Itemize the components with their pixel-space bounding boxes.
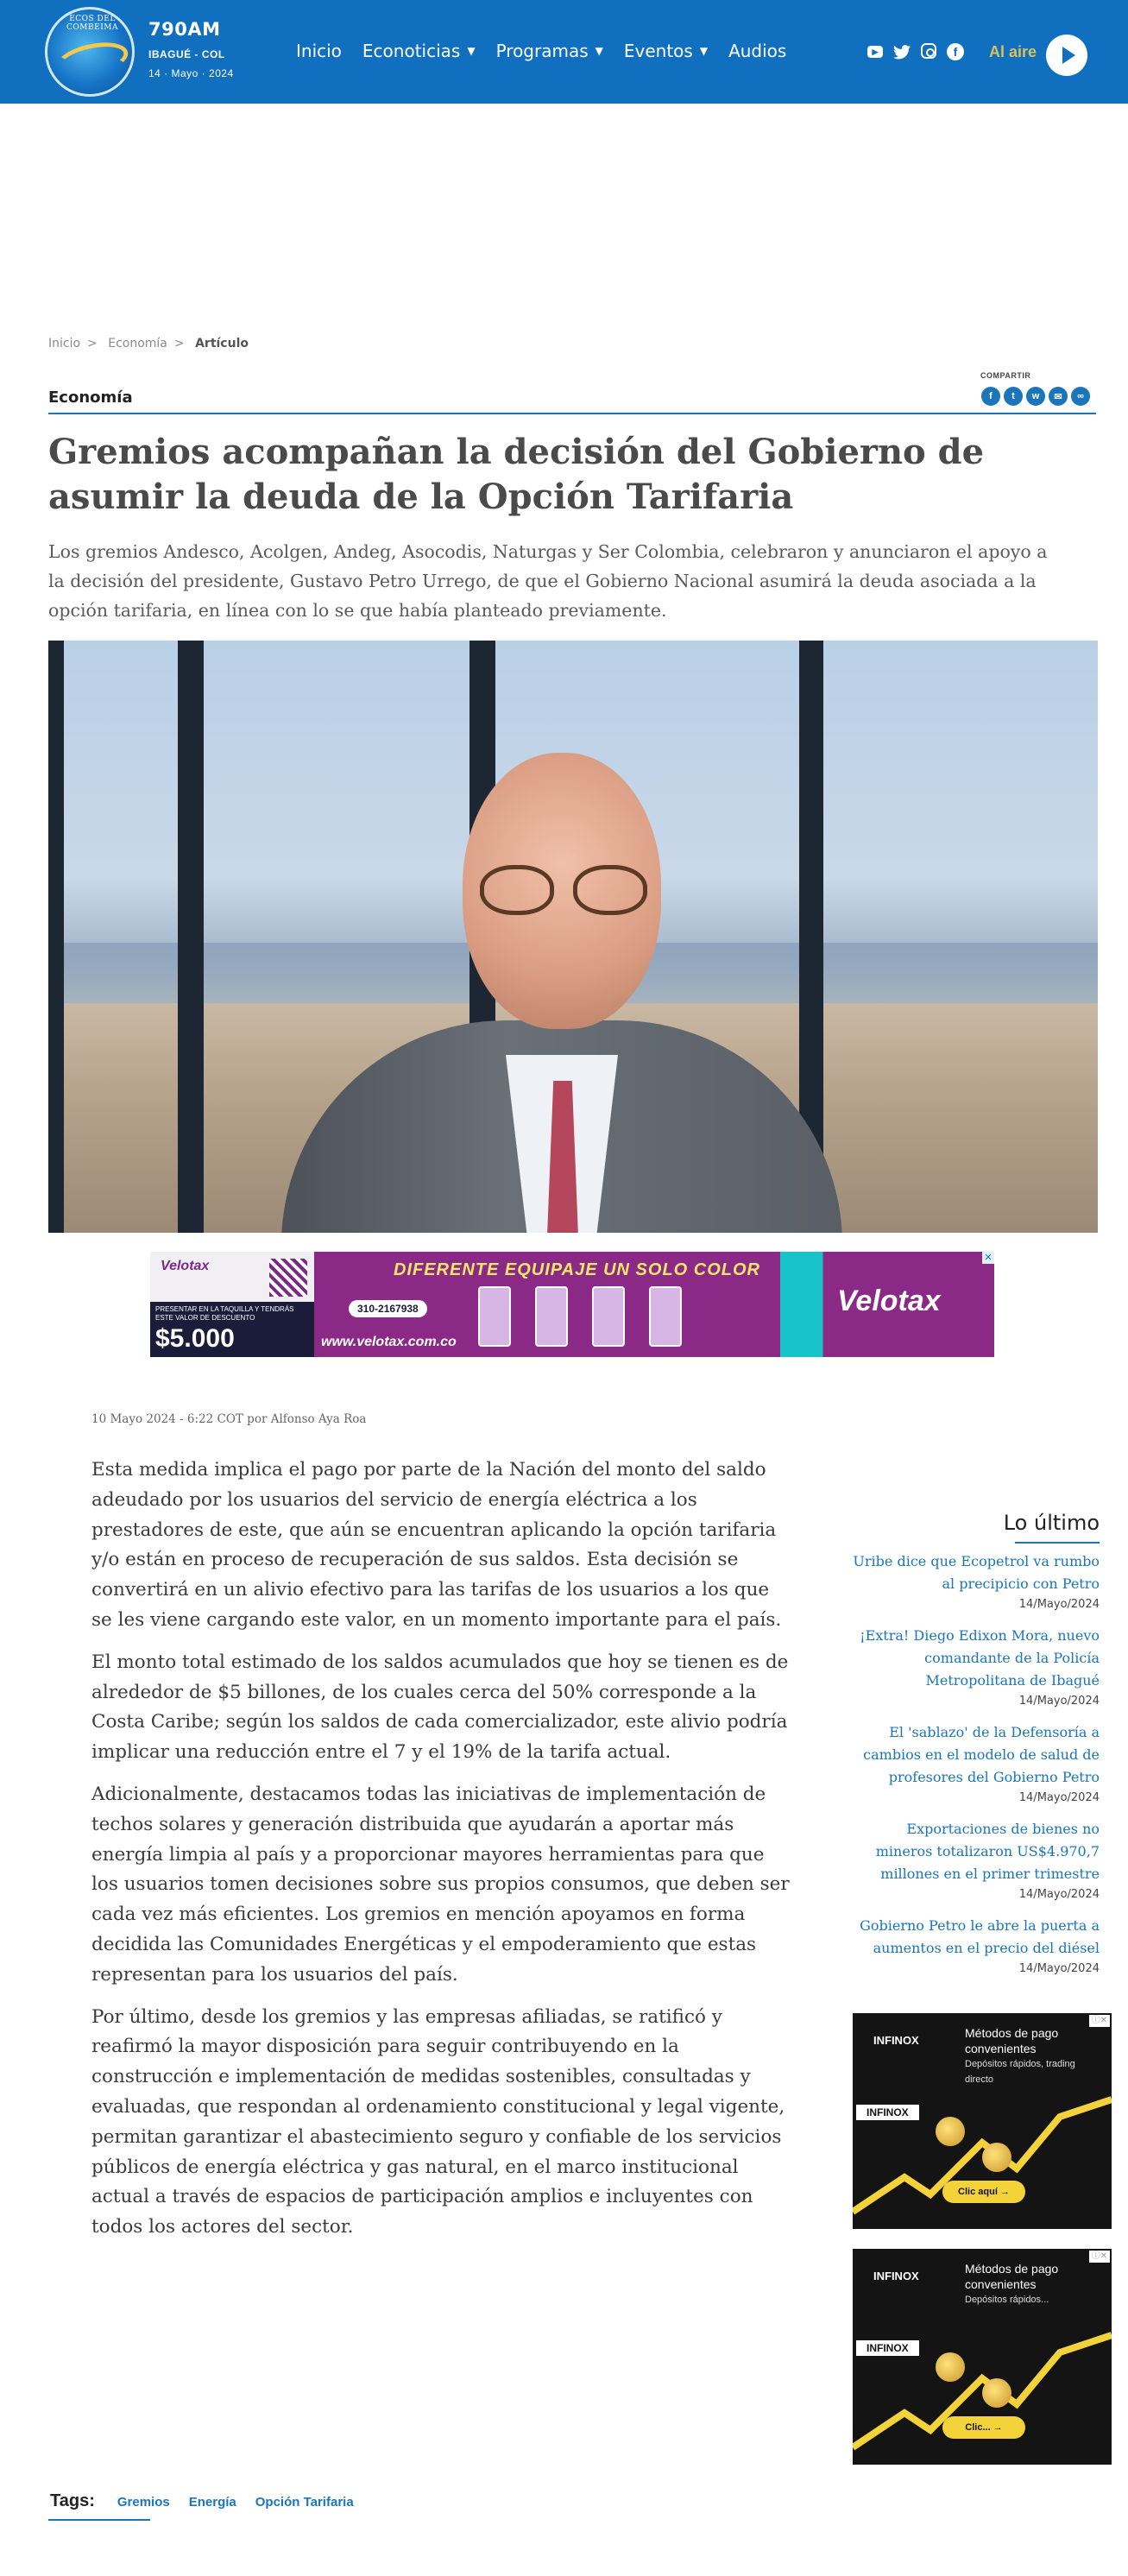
tag-link[interactable]: Opción Tarifaria <box>255 2495 354 2510</box>
latest-news-link[interactable]: Exportaciones de bienes no mineros totalizaron US$4.970,7 millones en el primer trimestre <box>875 1821 1100 1882</box>
latest-news-link[interactable]: Uribe dice que Ecopetrol va rumbo al precipicio con Petro <box>853 1553 1100 1592</box>
nav-item-label: Eventos <box>623 41 693 61</box>
latest-news-item <box>846 1625 1100 1711</box>
infinox-ad[interactable] <box>853 2249 1112 2465</box>
nav-item-programas[interactable] <box>496 41 603 61</box>
share-link-icon[interactable]: ∞ <box>1071 387 1090 406</box>
banner-website: www.velotax.com.co <box>321 1335 457 1349</box>
station-info <box>148 19 234 79</box>
play-live-button[interactable] <box>1046 35 1087 76</box>
chevron-down-icon: ▼ <box>467 45 476 57</box>
ad-subtext: Depósitos rápidos, trading directo <box>965 2059 1075 2085</box>
qr-code-icon <box>269 1259 307 1297</box>
article-paragraph: El monto total estimado de los saldos acumulados que hoy se tienen es de alrededor de $5 billones, de los cuales cerca del 50% corresponde a la Costa Caribe; según los saldos de cada comercializador, este alivio podría implicar una reducción entre el 7 y el 19% de la tarifa actual. <box>91 1651 789 1764</box>
tag-link[interactable]: Energía <box>188 2495 236 2510</box>
article-tags <box>50 2491 373 2511</box>
ad-cta-button[interactable]: Clic aquí → <box>942 2181 1025 2203</box>
latest-news-link[interactable]: Gobierno Petro le abre la puerta a aumentos en el precio del diésel <box>860 1917 1100 1956</box>
coin-image <box>936 2352 965 2382</box>
article-main-photo <box>48 641 1098 1233</box>
article-category[interactable]: Economía <box>48 388 133 407</box>
share-whatsapp-icon[interactable]: w <box>1026 387 1045 406</box>
breadcrumb-item-economia[interactable]: Economía <box>108 337 167 350</box>
banner-phone: 310-2167938 <box>349 1300 427 1317</box>
latest-news-item <box>846 1550 1100 1614</box>
sidebar-title-underline <box>1015 1542 1100 1544</box>
latest-news-item <box>846 1915 1100 1979</box>
ad-copy <box>965 2261 1094 2308</box>
photo-window-frame <box>48 641 64 1233</box>
site-header <box>0 0 1128 104</box>
banner-amount: $5.000 <box>155 1324 235 1353</box>
latest-news-date: 14/Mayo/2024 <box>1018 1598 1100 1611</box>
article-paragraph: Por último, desde los gremios y las empresas afiliadas, se ratificó y reafirmó la mayor disposición para seguir contribuyendo en la construcción e implementación de medidas sostenibles, consultadas y evaluadas, que respondan al ordenamiento constitucional y legal vigente, permitan garantizar el abastecimiento seguro y confiable de los servicios públicos de energía eléctrica y gas natural, en el marco institucional actual a través de espacios de participación amplios e incluyentes con todos los actores del sector. <box>91 2005 785 2238</box>
latest-news-item <box>846 1818 1100 1904</box>
article-headline: Gremios acompañan la decisión del Gobierno de asumir la deuda de la Opción Tarifaria <box>48 432 985 517</box>
latest-news-date: 14/Mayo/2024 <box>1018 1962 1100 1975</box>
youtube-icon[interactable]: ▶ <box>867 46 883 58</box>
share-facebook-icon[interactable]: f <box>981 387 1000 406</box>
latest-news-link[interactable]: ¡Extra! Diego Edixon Mora, nuevo comandante de la Policía Metropolitana de Ibagué <box>860 1627 1100 1689</box>
banner-slogan: DIFERENTE EQUIPAJE UN SOLO COLOR <box>394 1260 760 1279</box>
latest-news-date: 14/Mayo/2024 <box>1018 1888 1100 1901</box>
category-divider <box>48 413 1096 414</box>
ad-close-icon[interactable]: ⓘ✕ <box>1089 2015 1110 2027</box>
ad-headline: Métodos de pago convenientes <box>965 2026 1059 2055</box>
nav-item-label: Econoticias <box>362 41 461 61</box>
ad-copy <box>965 2025 1094 2087</box>
article-summary: Los gremios Andesco, Acolgen, Andeg, Asocodis, Naturgas y Ser Colombia, celebraron y anunciaron el apoyo a la decisión del presidente, Gustavo Petro Urrego, de que el Gobierno Nacional asumirá la deuda asociada a la opción tarifaria, en línea con lo se que había planteado previamente. <box>48 541 1048 621</box>
nav-item-audios[interactable] <box>728 41 786 61</box>
luggage-image <box>535 1286 568 1347</box>
tags-label: Tags: <box>50 2491 95 2510</box>
nav-item-label: Programas <box>495 41 589 61</box>
tags-underline <box>48 2519 150 2521</box>
coin-image <box>982 2143 1011 2172</box>
latest-news-link[interactable]: El 'sablazo' de la Defensoría a cambios en el modelo de salud de profesores del Gobierno Petro <box>863 1724 1100 1785</box>
ad-label: INFINOX <box>856 2105 919 2120</box>
banner-promo-text: PRESENTAR EN LA TAQUILLA Y TENDRÁS ESTE VALOR DE DESCUENTO <box>155 1305 294 1322</box>
nav-item-econoticias[interactable] <box>362 41 476 61</box>
coin-image <box>936 2117 965 2146</box>
article-paragraph: Adicionalmente, destacamos todas las iniciativas de implementación de techos solares y generación distribuida que ayudarán a aportar más energía limpia al país y a proporcionar mayores herramientas para que los usuarios tomen decisiones sobre sus propios consumos, que deben ser cada vez más eficientes. Los gremios en mención apoyamos en forma decidida las Comunidades Energéticas y el empoderamiento que estas representan para los usuarios del país. <box>91 1783 790 1986</box>
logo-arc <box>54 37 131 83</box>
twitter-icon[interactable] <box>893 43 911 60</box>
velotax-banner-ad[interactable] <box>150 1252 994 1357</box>
nav-item-inicio[interactable] <box>296 41 342 61</box>
current-date: 14 · Mayo · 2024 <box>148 67 234 79</box>
instagram-icon[interactable] <box>921 43 936 59</box>
nav-item-label: Inicio <box>296 41 342 61</box>
ad-brand: INFINOX <box>873 2034 919 2047</box>
article-paragraph: Esta medida implica el pago por parte de la Nación del monto del saldo adeudado por los usuarios del servicio de energía eléctrica a los prestadores de este, que aún se encuentran aplicando la opción tarifaria y/o están en proceso de recuperación de sus saldos. Esta decisión se convertirá en un alivio efectivo para las tarifas de los usuarios a los que se les viene cargando este valor, en un momento importante para el país. <box>91 1459 782 1631</box>
article-byline: 10 Mayo 2024 - 6:22 COT por Alfonso Aya Roa <box>91 1412 367 1426</box>
ad-close-icon[interactable]: ⓘ✕ <box>1089 2251 1110 2263</box>
ad-headline: Métodos de pago convenientes <box>965 2262 1059 2291</box>
photo-window-frame <box>178 641 204 1233</box>
facebook-icon[interactable]: f <box>947 43 964 60</box>
share-twitter-icon[interactable]: t <box>1004 387 1023 406</box>
latest-news-list <box>846 1550 1100 1989</box>
tag-link[interactable]: Gremios <box>117 2495 170 2510</box>
share-buttons <box>981 387 1090 406</box>
ad-label: INFINOX <box>856 2340 919 2356</box>
banner-brand: Velotax <box>161 1259 210 1273</box>
ad-close-icon[interactable]: ✕ <box>982 1252 994 1264</box>
main-nav <box>296 41 807 61</box>
breadcrumb <box>48 337 255 350</box>
chevron-down-icon: ▼ <box>595 45 603 57</box>
banner-left-panel <box>150 1252 314 1357</box>
station-city: IBAGUÉ - COL <box>148 48 225 60</box>
logo-text: ECOS DEL COMBEIMA <box>66 15 118 32</box>
latest-news-date: 14/Mayo/2024 <box>1018 1695 1100 1708</box>
ad-brand: INFINOX <box>873 2270 919 2282</box>
social-links <box>867 43 964 60</box>
ad-cta-button[interactable]: Clic... → <box>942 2416 1025 2439</box>
ad-subtext: Depósitos rápidos... <box>965 2295 1049 2305</box>
chevron-down-icon: ▼ <box>699 45 709 57</box>
banner-mid-panel <box>314 1252 780 1357</box>
latest-news-item <box>846 1721 1100 1808</box>
banner-brand-large: Velotax <box>837 1285 941 1317</box>
breadcrumb-separator: > <box>173 337 185 350</box>
luggage-image <box>592 1286 625 1347</box>
breadcrumb-separator: > <box>87 337 98 350</box>
coin-image <box>982 2378 1011 2408</box>
luggage-image <box>478 1286 511 1347</box>
sidebar-title: Lo último <box>1003 1511 1100 1535</box>
banner-right-panel <box>780 1252 994 1357</box>
breadcrumb-item-current: Artículo <box>195 337 249 350</box>
luggage-image <box>649 1286 682 1347</box>
latest-news-date: 14/Mayo/2024 <box>1018 1791 1100 1804</box>
article-body <box>91 1455 794 2255</box>
infinox-ad[interactable] <box>853 2013 1112 2229</box>
nav-item-label: Audios <box>728 41 787 61</box>
station-frequency: 790AM <box>148 19 221 40</box>
breadcrumb-item-inicio[interactable]: Inicio <box>48 337 81 350</box>
banner-promo <box>150 1302 314 1357</box>
site-logo[interactable] <box>45 7 135 97</box>
nav-item-eventos[interactable] <box>624 41 708 61</box>
live-label[interactable]: Al aire <box>989 43 1037 60</box>
share-label: COMPARTIR <box>980 371 1031 380</box>
photo-person-glasses <box>480 865 644 908</box>
share-email-icon[interactable]: ✉ <box>1049 387 1068 406</box>
